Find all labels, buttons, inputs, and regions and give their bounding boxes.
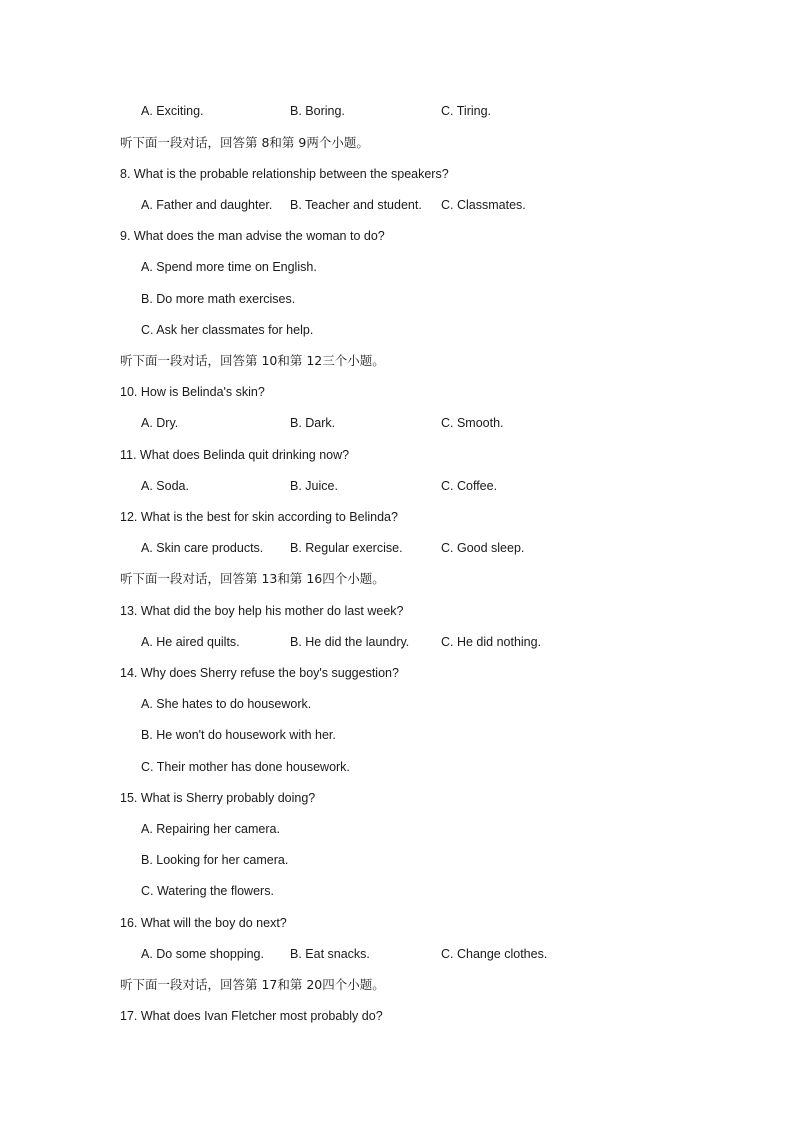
q14-option-a: A. She hates to do housework. — [141, 697, 312, 711]
question-16: 16. What will the boy do next? — [120, 916, 287, 930]
q11-option-a: A. Soda. — [141, 479, 189, 493]
q15-option-a-row — [0, 819, 794, 839]
q13-option-c: C. He did nothing. — [441, 635, 542, 649]
q11-option-b: B. Juice. — [290, 479, 338, 493]
question-14: 14. Why does Sherry refuse the boy's suggestion? — [120, 666, 399, 680]
q16-option-b: B. Eat snacks. — [290, 947, 370, 961]
q15-option-b-row — [0, 850, 794, 870]
q15-option-b: B. Looking for her camera. — [141, 853, 289, 867]
section-instruction-10-12: 听下面一段对话，回答第 10和第 12三个小题。 — [120, 353, 385, 368]
q10-options — [0, 413, 794, 433]
q9-option-b: B. Do more math exercises. — [141, 292, 296, 306]
section-instruction-13-16: 听下面一段对话，回答第 13和第 16四个小题。 — [120, 571, 385, 586]
q9-option-a: A. Spend more time on English. — [141, 260, 317, 274]
question-11: 11. What does Belinda quit drinking now? — [120, 448, 350, 462]
q7-options — [0, 101, 794, 121]
question-10: 10. How is Belinda's skin? — [120, 385, 265, 399]
q14-option-c: C. Their mother has done housework. — [141, 760, 350, 774]
q8-option-c: C. Classmates. — [441, 198, 526, 212]
q7-option-b: B. Boring. — [290, 104, 345, 118]
q13-option-b: B. He did the laundry. — [290, 635, 410, 649]
question-17: 17. What does Ivan Fletcher most probably do? — [120, 1009, 383, 1023]
question-15: 15. What is Sherry probably doing? — [120, 791, 316, 805]
q9-option-a-row — [0, 257, 794, 277]
q14-option-c-row — [0, 757, 794, 777]
q12-options — [0, 538, 794, 558]
q10-option-b: B. Dark. — [290, 416, 336, 430]
q10-option-c: C. Smooth. — [441, 416, 504, 430]
question-8: 8. What is the probable relationship between the speakers? — [120, 167, 449, 181]
q11-option-c: C. Coffee. — [441, 479, 498, 493]
q16-option-c: C. Change clothes. — [441, 947, 548, 961]
q8-option-a: A. Father and daughter. — [141, 198, 273, 212]
q15-option-c: C. Watering the flowers. — [141, 884, 274, 898]
q12-option-c: C. Good sleep. — [441, 541, 525, 555]
q8-option-b: B. Teacher and student. — [290, 198, 422, 212]
question-13: 13. What did the boy help his mother do last week? — [120, 604, 404, 618]
q11-options — [0, 476, 794, 496]
q14-option-b-row — [0, 725, 794, 745]
q16-options — [0, 944, 794, 964]
question-9: 9. What does the man advise the woman to do? — [120, 229, 385, 243]
q8-options — [0, 195, 794, 215]
q12-option-a: A. Skin care products. — [141, 541, 264, 555]
q14-option-a-row — [0, 694, 794, 714]
q9-option-b-row — [0, 289, 794, 309]
question-12: 12. What is the best for skin according to Belinda? — [120, 510, 398, 524]
q7-option-a: A. Exciting. — [141, 104, 204, 118]
q9-option-c-row — [0, 320, 794, 340]
q7-option-c: C. Tiring. — [441, 104, 492, 118]
q16-option-a: A. Do some shopping. — [141, 947, 264, 961]
q9-option-c: C. Ask her classmates for help. — [141, 323, 314, 337]
q10-option-a: A. Dry. — [141, 416, 179, 430]
q15-option-a: A. Repairing her camera. — [141, 822, 280, 836]
q13-options — [0, 632, 794, 652]
q14-option-b: B. He won't do housework with her. — [141, 728, 336, 742]
q13-option-a: A. He aired quilts. — [141, 635, 240, 649]
q15-option-c-row — [0, 881, 794, 901]
section-instruction-17-20: 听下面一段对话，回答第 17和第 20四个小题。 — [120, 977, 385, 992]
section-instruction-8-9: 听下面一段对话，回答第 8和第 9两个小题。 — [120, 135, 369, 150]
q12-option-b: B. Regular exercise. — [290, 541, 403, 555]
